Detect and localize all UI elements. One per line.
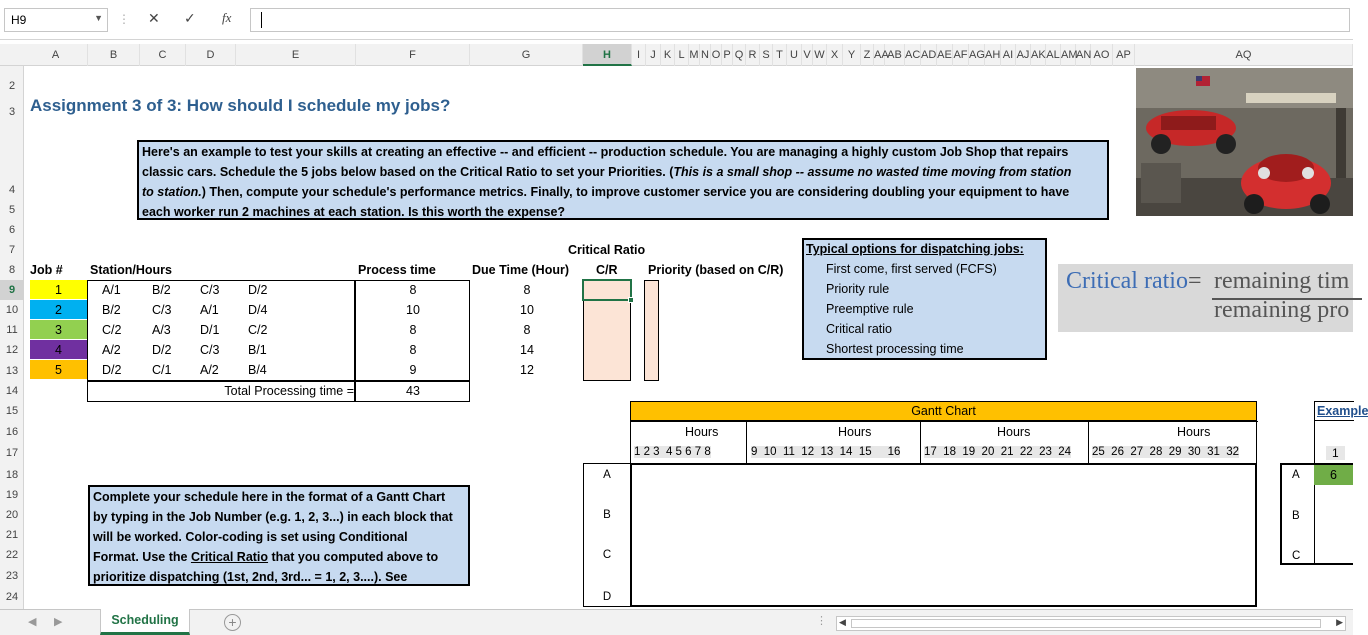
column-header-aa[interactable]: AA bbox=[874, 44, 885, 66]
station-hours-cell[interactable]: A/1 bbox=[200, 303, 219, 317]
text-caret bbox=[261, 12, 262, 28]
cr-equals: = bbox=[1188, 268, 1202, 294]
station-hours-cell[interactable]: C/2 bbox=[102, 323, 122, 337]
intro-textbox[interactable] bbox=[137, 140, 1109, 220]
intro-line-2 bbox=[142, 162, 1104, 182]
hours-label: Hours bbox=[997, 425, 1031, 439]
prev-sheet-icon[interactable]: ◀ bbox=[28, 616, 37, 628]
example-rule bbox=[1314, 421, 1315, 463]
column-header-ak[interactable]: AK bbox=[1031, 44, 1046, 66]
instructions-line: Complete your schedule here in the format of a Gantt Chart bbox=[93, 490, 446, 504]
option-item: Priority rule bbox=[826, 282, 890, 296]
column-header-g[interactable]: G bbox=[470, 44, 583, 66]
station-hours-cell[interactable]: D/4 bbox=[248, 303, 268, 317]
column-header-ah[interactable]: AH bbox=[985, 44, 1001, 66]
column-header-p[interactable]: P bbox=[722, 44, 733, 66]
critical-ratio-link-text: Critical Ratio bbox=[190, 550, 269, 564]
hour-ticks: 1 2 3 4 5 6 7 8 bbox=[634, 446, 711, 458]
gantt-station-labels bbox=[583, 463, 630, 607]
station-hours-cell[interactable]: D/2 bbox=[248, 283, 268, 297]
column-header-e[interactable]: E bbox=[236, 44, 356, 66]
total-label: Total Processing time = bbox=[224, 384, 354, 398]
instructions-line: by typing in the Job Number (e.g. 1, 2, 3...) in each block that bbox=[93, 510, 453, 524]
column-header-k[interactable]: K bbox=[661, 44, 675, 66]
column-header-h[interactable]: H bbox=[583, 44, 632, 66]
column-header-ad[interactable]: AD bbox=[921, 44, 937, 66]
hour-ticks: 17 18 19 20 21 22 23 24 bbox=[924, 446, 1072, 458]
intro-line-1: Here's an example to test your skills at creating an effective -- and efficient -- production schedule. You are managing a highly custom Job Shop that repairs bbox=[142, 145, 1069, 159]
station-hours-cell[interactable]: C/2 bbox=[248, 323, 268, 337]
station-table-divider bbox=[354, 280, 356, 381]
row-header-20[interactable]: 20 bbox=[5, 509, 19, 521]
column-header-ap[interactable]: AP bbox=[1113, 44, 1135, 66]
intro-line-3a: to station. bbox=[142, 185, 202, 199]
row-header-4[interactable]: 4 bbox=[8, 184, 16, 196]
station-hours-cell[interactable]: C/3 bbox=[200, 283, 220, 297]
row-header-22[interactable]: 22 bbox=[5, 549, 19, 561]
example-job-cell: 6 bbox=[1314, 465, 1353, 485]
column-header-t[interactable]: T bbox=[773, 44, 787, 66]
process-time-cell[interactable]: 9 bbox=[409, 363, 417, 377]
intro-line-3b: ) Then, compute your schedule's performance metrics. Finally, to improve customer service you are considering doubling your equipment to have bbox=[201, 185, 1070, 199]
column-header-ao[interactable]: AO bbox=[1091, 44, 1113, 66]
station-hours-cell[interactable]: B/1 bbox=[248, 343, 267, 357]
chevron-down-icon[interactable]: ▼ bbox=[94, 13, 103, 23]
intro-line-3 bbox=[142, 182, 1104, 202]
intro-line-2b: This is a small shop -- assume no wasted time moving from station bbox=[673, 165, 1072, 179]
column-header-ab[interactable]: AB bbox=[885, 44, 905, 66]
instructions-line-4c: that you computed above to bbox=[268, 550, 439, 564]
page-title: Assignment 3 of 3: How should I schedule my jobs? bbox=[30, 96, 451, 115]
row-header-8[interactable]: 8 bbox=[8, 264, 16, 276]
station-hours-cell[interactable]: D/2 bbox=[152, 343, 172, 357]
station-label: A bbox=[603, 469, 611, 481]
example-station-label: C bbox=[1292, 550, 1301, 562]
name-box-value: H9 bbox=[11, 13, 27, 27]
row-header-17[interactable]: 17 bbox=[5, 447, 19, 459]
column-header-aq[interactable]: AQ bbox=[1135, 44, 1353, 66]
column-header-j[interactable]: J bbox=[646, 44, 661, 66]
scroll-left-icon[interactable]: ◀ bbox=[839, 617, 846, 627]
station-hours-cell[interactable]: C/1 bbox=[152, 363, 172, 377]
column-header-i[interactable]: I bbox=[632, 44, 646, 66]
hour-ticks: 25 26 27 28 29 30 31 32 bbox=[1092, 446, 1240, 458]
option-item: Shortest processing time bbox=[826, 342, 964, 356]
station-label: B bbox=[603, 509, 611, 521]
row-header-5[interactable]: 5 bbox=[8, 204, 16, 216]
station-hours-cell[interactable]: D/1 bbox=[200, 323, 220, 337]
station-label: D bbox=[602, 591, 612, 603]
hours-label: Hours bbox=[685, 425, 719, 439]
option-item: First come, first served (FCFS) bbox=[826, 262, 997, 276]
process-time-header: Process time bbox=[358, 263, 436, 277]
row-header-2[interactable]: 2 bbox=[8, 80, 16, 92]
scroll-right-icon[interactable]: ▶ bbox=[1336, 617, 1343, 627]
column-header-m[interactable]: M bbox=[689, 44, 700, 66]
process-time-cell[interactable]: 10 bbox=[406, 303, 420, 317]
selected-cell-h9[interactable] bbox=[582, 279, 632, 301]
process-time-cell[interactable]: 8 bbox=[409, 323, 417, 337]
job-number-cell[interactable]: 3 bbox=[30, 320, 87, 340]
gantt-divider bbox=[920, 421, 921, 463]
column-header-al[interactable]: AL bbox=[1046, 44, 1061, 66]
add-sheet-button[interactable]: + bbox=[224, 614, 241, 631]
priority-column[interactable] bbox=[644, 280, 659, 381]
process-time-cell[interactable]: 8 bbox=[409, 283, 417, 297]
column-header-ae[interactable]: AE bbox=[937, 44, 953, 66]
row-header-19[interactable]: 19 bbox=[5, 489, 19, 501]
cr-denominator: remaining pro bbox=[1214, 297, 1350, 323]
next-sheet-icon[interactable]: ▶ bbox=[54, 616, 63, 628]
row-header-14[interactable]: 14 bbox=[5, 385, 19, 397]
sheet-tab-bar bbox=[0, 609, 1353, 635]
example-header: Example bbox=[1314, 401, 1354, 421]
process-time-cell[interactable]: 8 bbox=[409, 343, 417, 357]
column-header-q[interactable]: Q bbox=[733, 44, 746, 66]
instructions-textbox[interactable] bbox=[88, 485, 470, 586]
column-headers bbox=[0, 44, 1353, 66]
station-hours-cell[interactable]: A/3 bbox=[152, 323, 171, 337]
row-header-10[interactable]: 10 bbox=[5, 304, 19, 316]
column-header-n[interactable]: N bbox=[700, 44, 711, 66]
job-number-cell[interactable]: 1 bbox=[30, 280, 87, 300]
example-tick: 1 bbox=[1326, 446, 1345, 460]
column-header-l[interactable]: L bbox=[675, 44, 689, 66]
column-header-c[interactable]: C bbox=[140, 44, 186, 66]
row-header-21[interactable]: 21 bbox=[5, 529, 19, 541]
row-header-24[interactable]: 24 bbox=[5, 591, 19, 603]
row-header-18[interactable]: 18 bbox=[5, 469, 19, 481]
column-header-z[interactable]: Z bbox=[861, 44, 874, 66]
row-header-12[interactable]: 12 bbox=[5, 344, 19, 356]
job-number-cell[interactable]: 4 bbox=[30, 340, 87, 360]
gantt-title: Gantt Chart bbox=[630, 401, 1257, 421]
gantt-schedule-area[interactable] bbox=[630, 463, 1257, 607]
garage-photo-image bbox=[1136, 68, 1353, 216]
column-header-v[interactable]: V bbox=[802, 44, 813, 66]
due-time-cell[interactable]: 12 bbox=[520, 363, 534, 377]
insert-function-button[interactable]: fx bbox=[222, 10, 232, 25]
instructions-line bbox=[93, 547, 465, 567]
row-header-15[interactable]: 15 bbox=[5, 405, 19, 417]
dispatch-options-textbox[interactable] bbox=[802, 238, 1047, 360]
more-icon: ⋮ bbox=[118, 12, 130, 26]
column-header-f[interactable]: F bbox=[356, 44, 470, 66]
intro-line-2a: classic cars. Schedule the 5 jobs below based on the Critical Ratio to set your Priorities. ( bbox=[142, 165, 674, 179]
name-box[interactable] bbox=[4, 8, 108, 32]
station-label: C bbox=[602, 549, 612, 561]
job-number-cell[interactable]: 5 bbox=[30, 360, 87, 380]
column-header-b[interactable]: B bbox=[88, 44, 140, 66]
critical-ratio-header: Critical Ratio bbox=[568, 243, 646, 257]
column-header-o[interactable]: O bbox=[711, 44, 722, 66]
fill-handle[interactable] bbox=[628, 297, 634, 303]
job-number-cell[interactable]: 2 bbox=[30, 300, 87, 320]
enter-icon[interactable]: ✓ bbox=[184, 10, 196, 26]
gantt-rule bbox=[631, 421, 1258, 422]
instructions-line: prioritize dispatching (1st, 2nd, 3rd... = 1, 2, 3....). See bbox=[93, 570, 408, 584]
station-hours-cell[interactable]: A/2 bbox=[200, 363, 219, 377]
column-header-r[interactable]: R bbox=[746, 44, 760, 66]
column-header-am[interactable]: AM bbox=[1061, 44, 1076, 66]
gantt-hours-header bbox=[630, 421, 1257, 463]
option-item: Preemptive rule bbox=[826, 302, 914, 316]
total-value: 43 bbox=[406, 384, 420, 398]
column-header-ag[interactable]: AG bbox=[969, 44, 985, 66]
column-header-s[interactable]: S bbox=[760, 44, 773, 66]
hours-label: Hours bbox=[838, 425, 872, 439]
station-hours-header: Station/Hours bbox=[90, 263, 172, 277]
options-title: Typical options for dispatching jobs: bbox=[806, 242, 1024, 256]
station-hours-cell[interactable]: B/2 bbox=[152, 283, 171, 297]
option-item: Critical ratio bbox=[826, 322, 892, 336]
column-header-af[interactable]: AF bbox=[953, 44, 969, 66]
station-hours-cell[interactable]: B/2 bbox=[102, 303, 121, 317]
cancel-icon[interactable]: ✕ bbox=[148, 10, 160, 26]
example-station-label: B bbox=[1292, 510, 1300, 522]
formula-input[interactable] bbox=[250, 8, 1350, 32]
due-time-cell[interactable]: 10 bbox=[520, 303, 534, 317]
row-header-7[interactable]: 7 bbox=[8, 244, 16, 256]
row-header-3[interactable]: 3 bbox=[8, 106, 16, 118]
due-time-header: Due Time (Hour) bbox=[472, 263, 569, 277]
row-headers bbox=[0, 66, 24, 609]
column-header-ac[interactable]: AC bbox=[905, 44, 921, 66]
due-time-cell[interactable]: 8 bbox=[523, 323, 531, 337]
intro-line-4: each worker run 2 machines at each station. Is this worth the expense? bbox=[142, 205, 566, 219]
more-icon: ⋮ bbox=[816, 615, 827, 627]
hour-ticks: 9 10 11 12 13 14 15 16 bbox=[751, 446, 901, 458]
total-row-divider bbox=[354, 381, 356, 402]
station-hours-cell[interactable]: C/3 bbox=[200, 343, 220, 357]
due-time-cell[interactable]: 8 bbox=[523, 283, 531, 297]
row-header-16[interactable]: 16 bbox=[5, 426, 19, 438]
column-header-an[interactable]: AN bbox=[1076, 44, 1091, 66]
column-header-y[interactable]: Y bbox=[843, 44, 861, 66]
station-hours-cell[interactable]: B/4 bbox=[248, 363, 267, 377]
column-header-a[interactable]: A bbox=[24, 44, 88, 66]
priority-header: Priority (based on C/R) bbox=[648, 263, 784, 277]
column-header-x[interactable]: X bbox=[827, 44, 843, 66]
example-station-label: A bbox=[1292, 469, 1300, 481]
due-time-cell[interactable]: 14 bbox=[520, 343, 534, 357]
column-header-aj[interactable]: AJ bbox=[1016, 44, 1031, 66]
job-number-header: Job # bbox=[30, 263, 63, 277]
formula-bar bbox=[0, 0, 1353, 40]
column-header-u[interactable]: U bbox=[787, 44, 802, 66]
station-hours-cell[interactable]: D/2 bbox=[102, 363, 122, 377]
horizontal-scrollbar[interactable] bbox=[836, 616, 1346, 631]
hours-label: Hours bbox=[1177, 425, 1211, 439]
cr-header: C/R bbox=[596, 263, 618, 277]
instructions-line-4a: Format. Use the bbox=[93, 550, 191, 564]
instructions-line: will be worked. Color-coding is set using Conditional bbox=[93, 530, 408, 544]
row-header-11[interactable]: 11 bbox=[6, 324, 18, 336]
scrollbar-thumb[interactable] bbox=[851, 619, 1321, 628]
row-header-23[interactable]: 23 bbox=[5, 570, 19, 582]
garage-photo bbox=[1136, 68, 1353, 216]
sheet-tab-scheduling[interactable]: Scheduling bbox=[100, 609, 190, 635]
critical-ratio-formula-image bbox=[1058, 264, 1353, 332]
column-header-w[interactable]: W bbox=[813, 44, 827, 66]
gantt-divider bbox=[746, 421, 747, 463]
station-hours-cell[interactable]: C/3 bbox=[152, 303, 172, 317]
gantt-divider bbox=[1088, 421, 1089, 463]
row-header-13[interactable]: 13 bbox=[5, 365, 19, 377]
cr-numerator: remaining tim bbox=[1214, 268, 1350, 294]
column-header-d[interactable]: D bbox=[186, 44, 236, 66]
row-header-6[interactable]: 6 bbox=[8, 224, 16, 236]
row-header-9[interactable]: 9 bbox=[0, 280, 24, 300]
cr-formula-label: Critical ratio bbox=[1066, 268, 1188, 294]
station-hours-cell[interactable]: A/2 bbox=[102, 343, 121, 357]
station-hours-cell[interactable]: A/1 bbox=[102, 283, 121, 297]
column-header-ai[interactable]: AI bbox=[1001, 44, 1016, 66]
